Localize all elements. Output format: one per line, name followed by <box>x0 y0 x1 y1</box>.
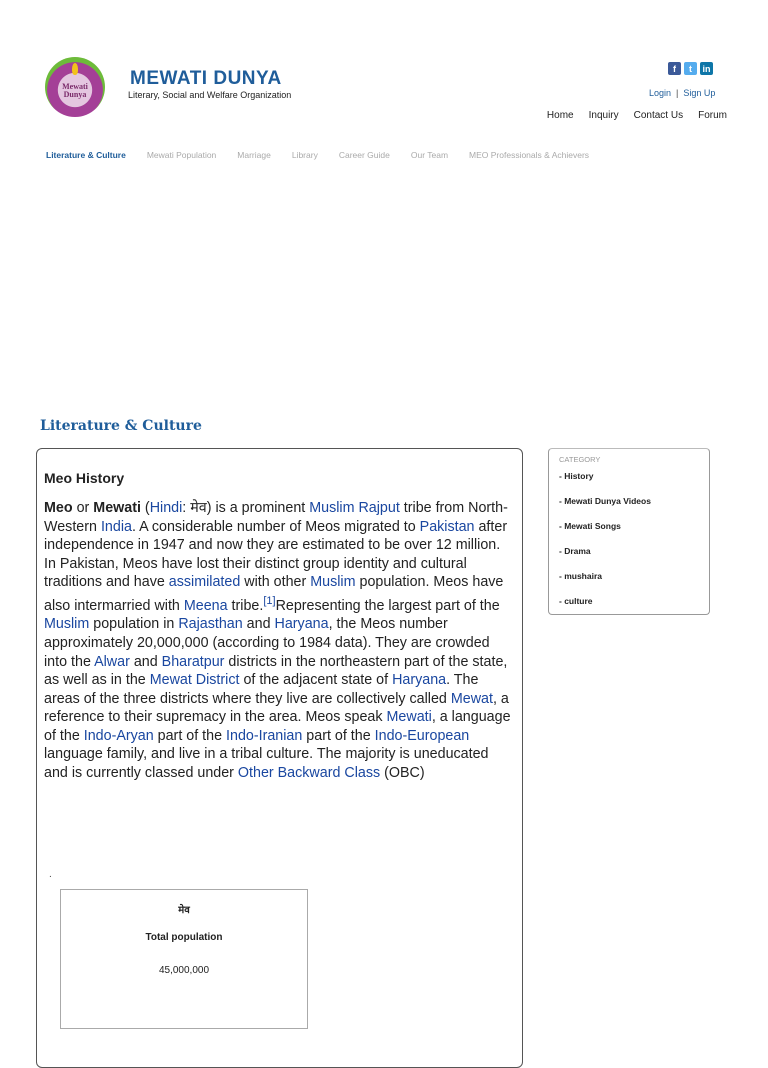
link-rajasthan[interactable]: Rajasthan <box>178 616 243 633</box>
logo-text-line1: Mewati <box>62 82 88 91</box>
category-history[interactable]: - History <box>559 471 594 481</box>
top-nav <box>547 110 727 121</box>
auth-links <box>649 88 715 98</box>
main-nav-career-guide[interactable]: Career Guide <box>338 150 390 160</box>
category-label: CATEGORY <box>559 455 601 464</box>
site-title[interactable]: MEWATI DUNYA <box>130 68 282 89</box>
link-muslim-2[interactable]: Muslim <box>44 616 90 633</box>
link-pakistan[interactable]: Pakistan <box>419 518 475 535</box>
signup-link[interactable]: Sign Up <box>683 88 716 98</box>
link-mewati[interactable]: Mewati <box>386 709 432 726</box>
flame-icon <box>72 63 78 75</box>
link-muslim-rajput[interactable]: Muslim Rajput <box>309 500 400 516</box>
link-other-backward-class[interactable]: Other Backward Class <box>237 765 381 782</box>
category-songs[interactable]: - Mewati Songs <box>559 521 621 531</box>
auth-separator: | <box>676 88 679 98</box>
article-title: Meo History <box>44 470 125 486</box>
social-links <box>668 62 713 75</box>
citation-1[interactable]: [1] <box>263 594 276 607</box>
link-alwar[interactable]: Alwar <box>94 653 130 670</box>
category-culture[interactable]: - culture <box>559 596 593 606</box>
twitter-icon[interactable]: t <box>684 62 697 75</box>
link-hindi[interactable]: Hindi <box>149 500 183 516</box>
facebook-icon[interactable]: f <box>668 62 681 75</box>
main-nav-library[interactable]: Library <box>291 150 318 160</box>
link-mewat[interactable]: Mewat <box>450 690 493 707</box>
section-title: Literature & Culture <box>40 418 202 434</box>
link-bharatpur[interactable]: Bharatpur <box>161 653 225 670</box>
main-nav-literature-culture[interactable]: Literature & Culture <box>46 150 126 160</box>
stray-dot: . <box>49 869 52 880</box>
site-subtitle: Literary, Social and Welfare Organization <box>128 90 292 100</box>
link-assimilated[interactable]: assimilated <box>168 574 241 591</box>
infobox-title: मेव <box>178 905 190 916</box>
logo-text-line2: Dunya <box>63 90 87 99</box>
link-muslim[interactable]: Muslim <box>310 574 356 591</box>
infobox-value: 45,000,000 <box>158 965 210 976</box>
category-videos[interactable]: - Mewati Dunya Videos <box>559 496 651 506</box>
category-sidebar <box>548 448 710 615</box>
category-drama[interactable]: - Drama <box>559 546 591 556</box>
article-body: Meo or Mewati (Hindi: मेव) is a prominent Muslim Rajput tribe from North-Western India. A considerable number of Meos migrated to Pakistan after independence in 1947 and now they are estimated to be over 12 million. In Pakistan, Meos have lost their distinct group identity and cultural traditions and have assimilated with other Muslim population. Meos have also intermarried with Meena tribe.[1]Representing the largest part of the Muslim population in Rajasthan and Haryana, the Meos number approximately 20,000,000 (according to 1984 data). They are crowded into the Alwar and Bharatpur districts in the northeastern part of the state, as well as in the Mewat District of the adjacent state of Haryana. The areas of the three districts where they live are collectively called Mewat, a reference to their supremacy in the area. Meos speak Mewati, a language of the Indo-Aryan part of the Indo-Iranian part of the Indo-European language family, and live in a tribal culture. The majority is uneducated and is currently classed under Other Backward Class (OBC) <box>44 500 511 782</box>
main-nav-meo-professionals[interactable]: MEO Professionals & Achievers <box>469 150 590 160</box>
link-mewat-district[interactable]: Mewat District <box>149 672 240 689</box>
nav-inquiry[interactable]: Inquiry <box>588 110 619 121</box>
main-nav-marriage[interactable]: Marriage <box>237 150 271 160</box>
category-mushaira[interactable]: - mushaira <box>559 571 602 581</box>
link-indo-iranian[interactable]: Indo-Iranian <box>226 727 303 744</box>
main-nav-our-team[interactable]: Our Team <box>410 150 449 160</box>
link-haryana-2[interactable]: Haryana <box>392 672 447 689</box>
nav-contact-us[interactable]: Contact Us <box>633 110 684 121</box>
logo-text <box>62 83 88 99</box>
link-haryana[interactable]: Haryana <box>274 616 329 633</box>
linkedin-icon[interactable]: in <box>700 62 713 75</box>
infobox <box>60 889 308 1029</box>
nav-forum[interactable]: Forum <box>698 110 727 121</box>
main-nav-mewati-population[interactable]: Mewati Population <box>146 150 217 160</box>
link-indo-aryan[interactable]: Indo-Aryan <box>83 727 154 744</box>
logo[interactable] <box>45 57 105 117</box>
login-link[interactable]: Login <box>649 88 672 98</box>
nav-home[interactable]: Home <box>546 110 574 121</box>
link-meena[interactable]: Meena <box>183 597 228 614</box>
category-list <box>559 470 651 620</box>
link-indo-european[interactable]: Indo-European <box>374 727 470 744</box>
main-nav <box>46 150 589 160</box>
link-india[interactable]: India <box>100 518 132 535</box>
infobox-label: Total population <box>145 932 223 943</box>
